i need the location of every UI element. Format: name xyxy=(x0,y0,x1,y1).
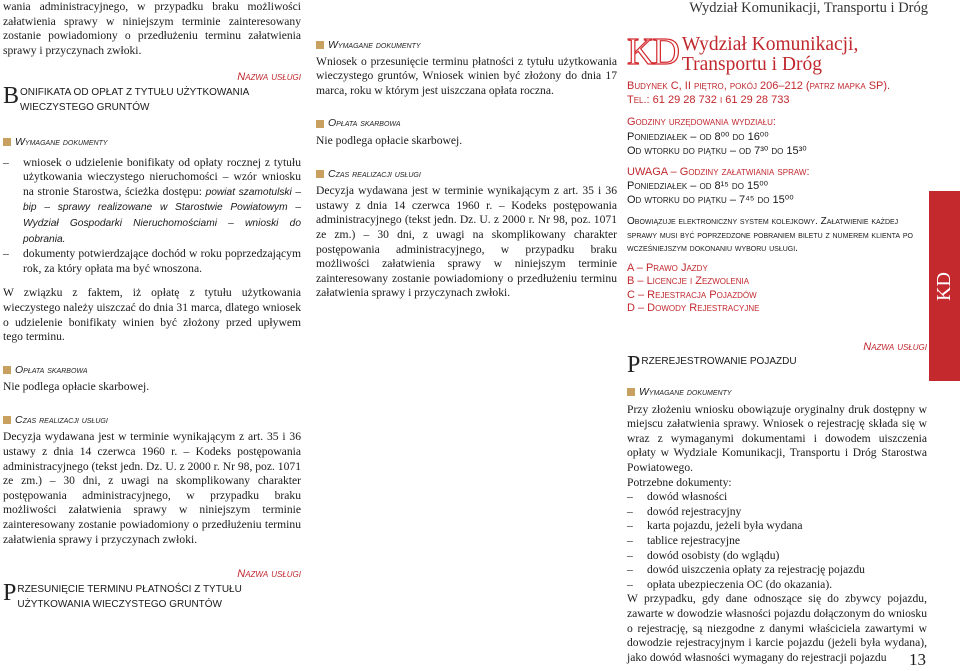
list-item: – dowód rejestracyjny xyxy=(627,504,742,518)
time-text: Decyzja wydawana jest w terminie wynikającym z art. 35 i 36 ustawy z dnia 14 czerwca 1960 r. – Kodeks postępowania administracyjnego (tekst jedn. Dz. U. z 2000 r. Nr 98, poz. 1071 ze zm.) – 30 dni, z uwagi na skomplikowany charakter postępowania administracyjnego, w przypadku braku możliwości załatwienia sprawy w niniejszym terminie zainteresowany zostanie powiadomiony o przedłużeniu terminu załatwienia sprawy i przyczynach zwłoki. xyxy=(316,184,617,300)
intro-paragraph: wania administracyjnego, w przypadku braku możliwości załatwienia sprawy w niniejszym terminie zainteresowany zostanie powiadomiony o przedłużeniu terminu załatwienia sprawy i przyczynach zwłoki. xyxy=(3,0,301,57)
service-title: ONIFIKATA OD OPŁAT Z TYTUŁU UŻYTKOWANIA WIECZYSTEGO GRUNTÓW xyxy=(20,86,249,113)
path-text: powiat szamotulski – bip – sprawy realizowane w Starostwie Powiatowym – Wydział Gospodarki Nieruchomościami – wnioski do pobrania. xyxy=(23,186,301,245)
uwaga-monday: Poniedziałek – od 8¹⁵ do 15⁰⁰ xyxy=(627,180,769,192)
section-side-tab: KD xyxy=(929,191,960,381)
list-item: – opłata ubezpieczenia OC (do okazania). xyxy=(627,577,833,591)
uwaga-heading: UWAGA – Godziny załatwiania spraw: xyxy=(627,165,810,178)
docs-intro: Przy złożeniu wniosku obowiązuje oryginalny druk dostępny w miejscu załatwienia sprawy. Wniosek o rejestrację składa się w wraz z wymaganymi dokumentami i dowodem uiszczenia opłaty w Wydziale Komunikacji, Transportu i Dróg Starostwa Powiatowego. xyxy=(627,402,927,475)
category-list xyxy=(627,262,927,316)
time-text: Decyzja wydawana jest w terminie wynikającym z art. 35 i 36 ustawy z dnia 14 czerwca 1960 r. – Kodeks postępowania administracyjnego (tekst jedn. Dz. U. z 2000 r. Nr 98, poz. 1071 ze zm.) – 30 dni, z uwagi na skomplikowany charakter postępowania administracyjnego, w przypadku braku możliwości załatwienia sprawy w niniejszym terminie zainteresowany zostanie powiadomiony o przedłużeniu terminu załatwienia sprawy i przyczynach zwłoki. xyxy=(3,430,301,546)
docs-label: Potrzebne dokumenty: xyxy=(627,475,732,489)
docs-text: Wniosek o przesunięcie terminu płatności z tytułu użytkowania wieczystego gruntów, Wniosek winien być złożony do dnia 17 marca, roku w którym jest uiszczana opłata roczna. xyxy=(316,54,617,97)
hours-heading: Godziny urzędowania wydziału: xyxy=(627,116,776,128)
drop-cap: B xyxy=(3,82,20,109)
column-2 xyxy=(316,0,617,301)
bullet-square-icon xyxy=(3,138,11,146)
service-title: RZEREJESTROWANIE POJAZDU xyxy=(641,356,797,368)
drop-cap: P xyxy=(627,352,641,379)
bullet-square-icon xyxy=(627,388,635,396)
list-item: – tablice rejestracyjne xyxy=(627,534,741,548)
office-address: Budynek C, II piętro, pokój 206–212 (patrz mapka SP). xyxy=(627,80,891,92)
category-item: D – Dowody Rejestracyjne xyxy=(627,302,760,314)
fee-text: Nie podlega opłacie skarbowej. xyxy=(3,380,150,394)
service-tag: Nazwa usługi xyxy=(237,71,301,84)
section-docs: Wymagane dokumenty xyxy=(316,38,617,53)
list-item: – karta pojazdu, jeżeli była wydana xyxy=(627,519,803,533)
section-time: Czas realizacji usługi xyxy=(316,167,617,182)
section-docs: Wymagane dokumenty xyxy=(627,385,927,400)
section-fee: Opłata skarbowa xyxy=(3,363,301,378)
bullet-square-icon xyxy=(3,416,11,424)
bullet-square-icon xyxy=(316,41,324,49)
office-header xyxy=(627,35,927,75)
office-title: Wydział Komunikacji, Transportu i Dróg xyxy=(681,35,859,75)
service-heading-przerejestrowanie xyxy=(627,340,927,379)
page-number: 13 xyxy=(909,650,926,669)
note-paragraph: W związku z faktem, iż opłatę z tytułu użytkowania wieczystego należy uiszczać do dnia 31 marca, dlatego wniosek o udzielenie bonifikaty winien być złożony przed upływem tego terminu. xyxy=(3,286,301,344)
kd-logo: KD xyxy=(627,35,678,73)
category-item: C – Rejestracja Pojazdów xyxy=(627,288,757,301)
bullet-square-icon xyxy=(316,120,324,128)
hours-monday: Poniedziałek – od 8⁰⁰ do 16⁰⁰ xyxy=(627,130,769,143)
list-item: – dokumenty potwierdzające dochód w roku poprzedzającym rok, za który opłata ma być wnoszona. xyxy=(3,247,301,275)
bullet-square-icon xyxy=(316,170,324,178)
category-item: B – Licencje i Zezwolenia xyxy=(627,275,750,287)
office-phone: Tel.: 61 29 28 732 i 61 29 28 733 xyxy=(627,93,790,106)
service-heading-bonifikata xyxy=(3,70,301,115)
hours-tue-fri: Od wtorku do piątku – od 7³⁰ do 15³⁰ xyxy=(627,144,807,157)
list-item: – dowód osobisty (do wglądu) xyxy=(627,548,780,562)
column-1 xyxy=(3,0,301,612)
section-docs: Wymagane dokumenty xyxy=(3,135,301,150)
list-item: – wniosek o udzielenie bonifikaty od opłaty rocznej z tytułu użytkowania wieczystego nieruchomości – wzór wniosku na stronie Starostwa, ścieżka dostępu: powiat szamotulski – bip – sprawy realizowane w Starostwie Powiatowym – Wydział Gospodarki Nieruchomościami – wnioski do pobrania. xyxy=(3,155,301,245)
extra-paragraph: W przypadku, gdy dane odnoszące się do zbywcy pojazdu, zawarte w dowodzie własności pojazdu dołączonym do wniosku o rejestrację, są niezgodne z danymi właściciela zawartymi w dowodzie rejestracyjnym i karcie pojazdu (jeżeli była wydana), jako dowód własności wymagany do rejestracji pojazdu xyxy=(627,592,927,664)
fee-text: Nie podlega opłacie skarbowej. xyxy=(316,133,463,147)
drop-cap: P xyxy=(3,579,17,606)
service-heading-przesuniecie xyxy=(3,567,301,612)
bullet-square-icon xyxy=(3,366,11,374)
service-title: RZESUNIĘCIE TERMINU PŁATNOŚCI Z TYTUŁU UŻYTKOWANIA WIECZYSTEGO GRUNTÓW xyxy=(17,583,242,610)
service-tag: Nazwa usługi xyxy=(863,340,927,353)
category-item: A – Prawo Jazdy xyxy=(627,261,708,274)
section-fee: Opłata skarbowa xyxy=(316,116,617,131)
list-item: – dowód uiszczenia opłaty za rejestrację pojazdu xyxy=(627,563,865,577)
uwaga-tue-fri: Od wtorku do piątku – 7⁴⁵ do 15⁰⁰ xyxy=(627,194,794,206)
docs-list xyxy=(627,490,927,592)
running-header: Wydział Komunikacji, Transportu i Dróg xyxy=(689,0,928,16)
section-time: Czas realizacji usługi xyxy=(3,413,301,428)
queue-notice: Obowiązuje elektroniczny system kolejkowy. Załatwienie każdej sprawy musi być poprzedzone pobraniem biletu z numerem klienta po wcześniejszym dokonaniu wyboru usługi. xyxy=(627,216,913,254)
column-3 xyxy=(627,0,927,665)
service-tag: Nazwa usługi xyxy=(237,568,301,581)
list-item: – dowód własności xyxy=(627,490,728,504)
